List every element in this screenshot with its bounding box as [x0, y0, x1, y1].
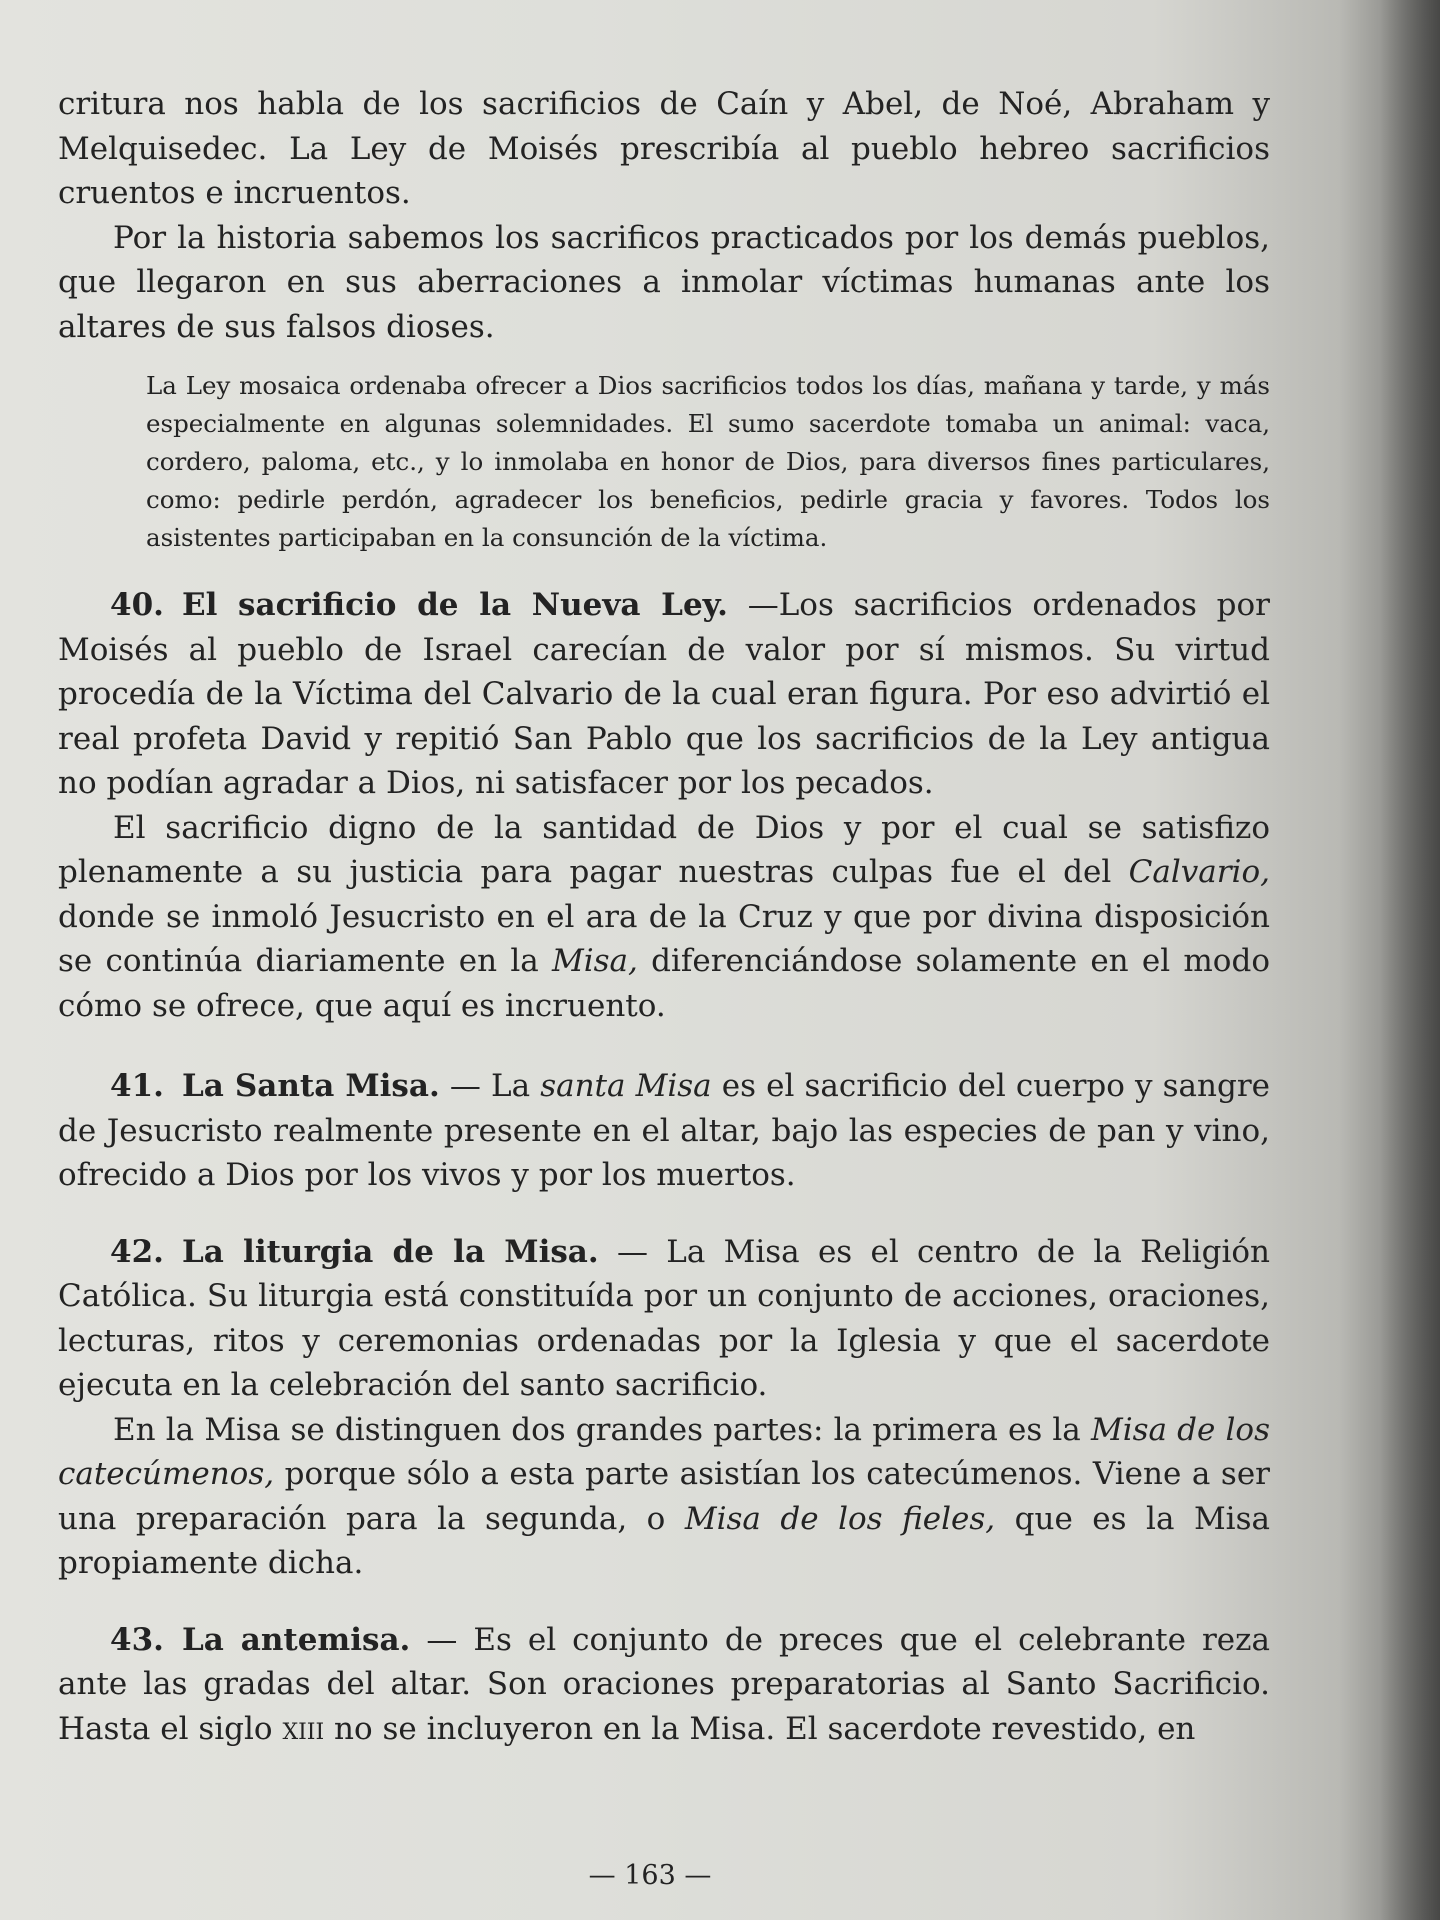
italic-term-misa: Misa,	[551, 943, 638, 979]
text-run: que es la Misa propiamente dicha.	[58, 1500, 1270, 1581]
em-dash: —	[410, 1621, 474, 1658]
text-run: donde se inmoló Jesucristo en el ara de la Cruz y que por divina disposición se continúa diariamente en la	[58, 898, 1270, 979]
section-text: La Misa es el centro de la Religión Católica. Su liturgia está constituída por un conjunto de acciones, oraciones, lecturas, ritos y ceremonias ordenadas por la Iglesia y que el sacerdote ejecuta en la celebración del santo sacrificio.	[58, 1233, 1270, 1403]
section-42	[58, 1230, 1270, 1586]
paragraph-continuation: critura nos habla de los sacrificios de Caín y Abel, de Noé, Abraham y Melquisedec. La Ley de Moisés prescribía al pueblo hebreo sacrificios cruentos e incruentos.	[58, 86, 1270, 211]
em-dash: —	[598, 1233, 667, 1270]
section-41-paragraph	[58, 1064, 1270, 1198]
section-43-paragraph	[58, 1618, 1270, 1752]
section-number: 40.	[110, 587, 164, 623]
italic-term-misa-catecumenos: Misa de los catecúmenos,	[58, 1411, 1270, 1492]
section-40-second-paragraph	[58, 806, 1270, 1029]
section-title: La antemisa.	[181, 1621, 411, 1658]
text-run: diferenciándose solamente en el modo cómo se ofrece, que aquí es incruento.	[58, 943, 1270, 1024]
italic-term-santa-misa: santa Misa	[540, 1068, 712, 1104]
section-42-second-paragraph	[58, 1408, 1270, 1586]
em-dash: —	[439, 1068, 491, 1104]
em-dash: —	[727, 587, 779, 623]
text-run: El sacrificio digno de la santidad de Dios y por el cual se satisfizo plenamente a su justicia para pagar nuestras culpas fue el del	[58, 809, 1270, 890]
section-number: 42.	[110, 1233, 164, 1270]
section-40-paragraph	[58, 583, 1270, 806]
paragraph-history: Por la historia sabemos los sacrificos practicados por los demás pueblos, que llegaron en sus aberraciones a inmolar víctimas humanas ante los altares de sus falsos dioses.	[58, 219, 1270, 345]
italic-term-misa-fieles: Misa de los fieles,	[684, 1500, 996, 1537]
roman-numeral-century: xiii	[282, 1710, 325, 1747]
section-number: 43.	[110, 1621, 164, 1658]
section-title: La liturgia de la Misa.	[181, 1233, 599, 1270]
text-run: En la Misa se distinguen dos grandes partes: la primera es la	[113, 1411, 1091, 1448]
small-print-note: La Ley mosaica ordenaba ofrecer a Dios sacrificios todos los días, mañana y tarde, y más especialmente en algunas solemnidades. El sumo sacerdote tomaba un animal: vaca, cordero, paloma, etc., y lo inmolaba en honor de Dios, para diversos fines particulares, como: pedirle perdón, agradecer los beneficios, pedirle gracia y favores. Todos los asistentes participaban en la consunción de la víctima.	[146, 371, 1270, 552]
page-number: — 163 —	[588, 1860, 712, 1891]
text-run: Es el conjunto de preces que el celebrante reza ante las gradas del altar. Son oraciones preparatorias al Santo Sacrificio. Hasta el siglo	[58, 1621, 1270, 1747]
section-title: La Santa Misa.	[181, 1068, 440, 1104]
text-run: porque sólo a esta parte asistían los catecúmenos. Viene a ser una preparación para la segunda, o	[58, 1456, 1270, 1537]
section-42-paragraph	[58, 1230, 1270, 1408]
section-43	[58, 1618, 1270, 1752]
section-number: 41.	[110, 1068, 164, 1104]
italic-term-calvario: Calvario,	[1128, 854, 1270, 890]
section-40	[58, 583, 1270, 1028]
section-41	[58, 1064, 1270, 1198]
text-run: no se incluyeron en la Misa. El sacerdote revestido, en	[324, 1710, 1196, 1747]
section-title: El sacrificio de la Nueva Ley.	[181, 587, 728, 623]
text-run: La	[491, 1068, 541, 1104]
section-text: Los sacrificios ordenados por Moisés al pueblo de Israel carecían de valor por sí mismos. Su virtud procedía de la Víctima del Calvario de la cual eran figura. Por eso advirtió el real profeta David y repitió San Pablo que los sacrificios de la Ley antigua no podían agradar a Dios, ni satisfacer por los pecados.	[58, 587, 1271, 801]
text-run: es el sacrificio del cuerpo y sangre de Jesucristo realmente presente en el altar, bajo las especies de pan y vino, ofrecido a Dios por los vivos y por los muertos.	[58, 1068, 1271, 1193]
